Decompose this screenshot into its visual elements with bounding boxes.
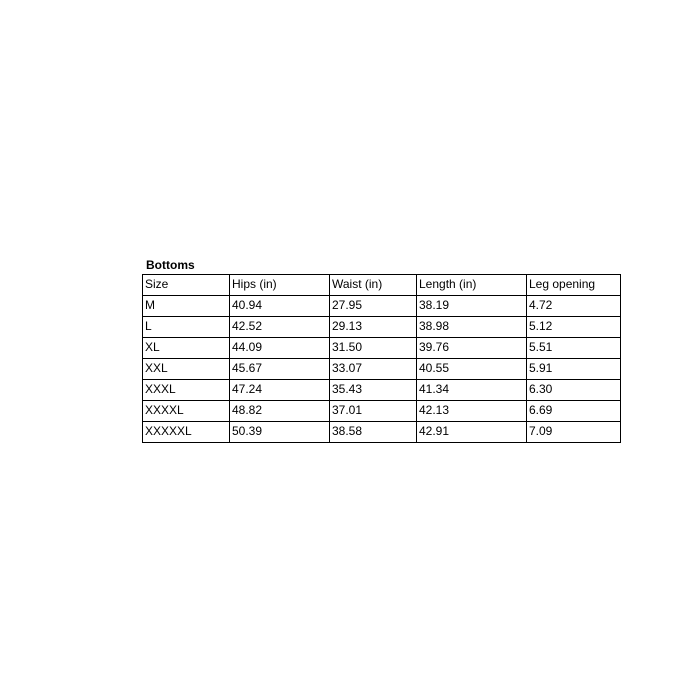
- leg-opening-cell: 5.12: [527, 317, 621, 338]
- column-header-size: Size: [143, 275, 230, 296]
- hips-cell: 48.82: [230, 401, 330, 422]
- table-row: [143, 359, 621, 380]
- hips-cell: 47.24: [230, 380, 330, 401]
- waist-cell: 27.95: [330, 296, 417, 317]
- leg-opening-cell: 6.69: [527, 401, 621, 422]
- table-row: [143, 296, 621, 317]
- table-row: [143, 317, 621, 338]
- waist-cell: 29.13: [330, 317, 417, 338]
- size-cell: XXXXXL: [143, 422, 230, 443]
- size-chart-table: [142, 274, 621, 443]
- size-cell: XL: [143, 338, 230, 359]
- header-row: [143, 275, 621, 296]
- length-cell: 38.19: [417, 296, 527, 317]
- waist-cell: 35.43: [330, 380, 417, 401]
- size-cell: M: [143, 296, 230, 317]
- waist-cell: 38.58: [330, 422, 417, 443]
- hips-cell: 45.67: [230, 359, 330, 380]
- waist-cell: 37.01: [330, 401, 417, 422]
- leg-opening-cell: 5.91: [527, 359, 621, 380]
- size-cell: XXXL: [143, 380, 230, 401]
- hips-cell: 40.94: [230, 296, 330, 317]
- column-header-waist: Waist (in): [330, 275, 417, 296]
- table-row: [143, 338, 621, 359]
- length-cell: 39.76: [417, 338, 527, 359]
- hips-cell: 42.52: [230, 317, 330, 338]
- length-cell: 41.34: [417, 380, 527, 401]
- size-cell: XXL: [143, 359, 230, 380]
- waist-cell: 31.50: [330, 338, 417, 359]
- size-cell: XXXXL: [143, 401, 230, 422]
- column-header-leg-opening: Leg opening: [527, 275, 621, 296]
- table-title: Bottoms: [146, 258, 195, 272]
- column-header-length: Length (in): [417, 275, 527, 296]
- column-header-hips: Hips (in): [230, 275, 330, 296]
- hips-cell: 44.09: [230, 338, 330, 359]
- table-row: [143, 380, 621, 401]
- leg-opening-cell: 5.51: [527, 338, 621, 359]
- length-cell: 42.13: [417, 401, 527, 422]
- hips-cell: 50.39: [230, 422, 330, 443]
- leg-opening-cell: 7.09: [527, 422, 621, 443]
- length-cell: 42.91: [417, 422, 527, 443]
- size-cell: L: [143, 317, 230, 338]
- waist-cell: 33.07: [330, 359, 417, 380]
- table-row: [143, 401, 621, 422]
- table-row: [143, 422, 621, 443]
- leg-opening-cell: 6.30: [527, 380, 621, 401]
- length-cell: 40.55: [417, 359, 527, 380]
- leg-opening-cell: 4.72: [527, 296, 621, 317]
- length-cell: 38.98: [417, 317, 527, 338]
